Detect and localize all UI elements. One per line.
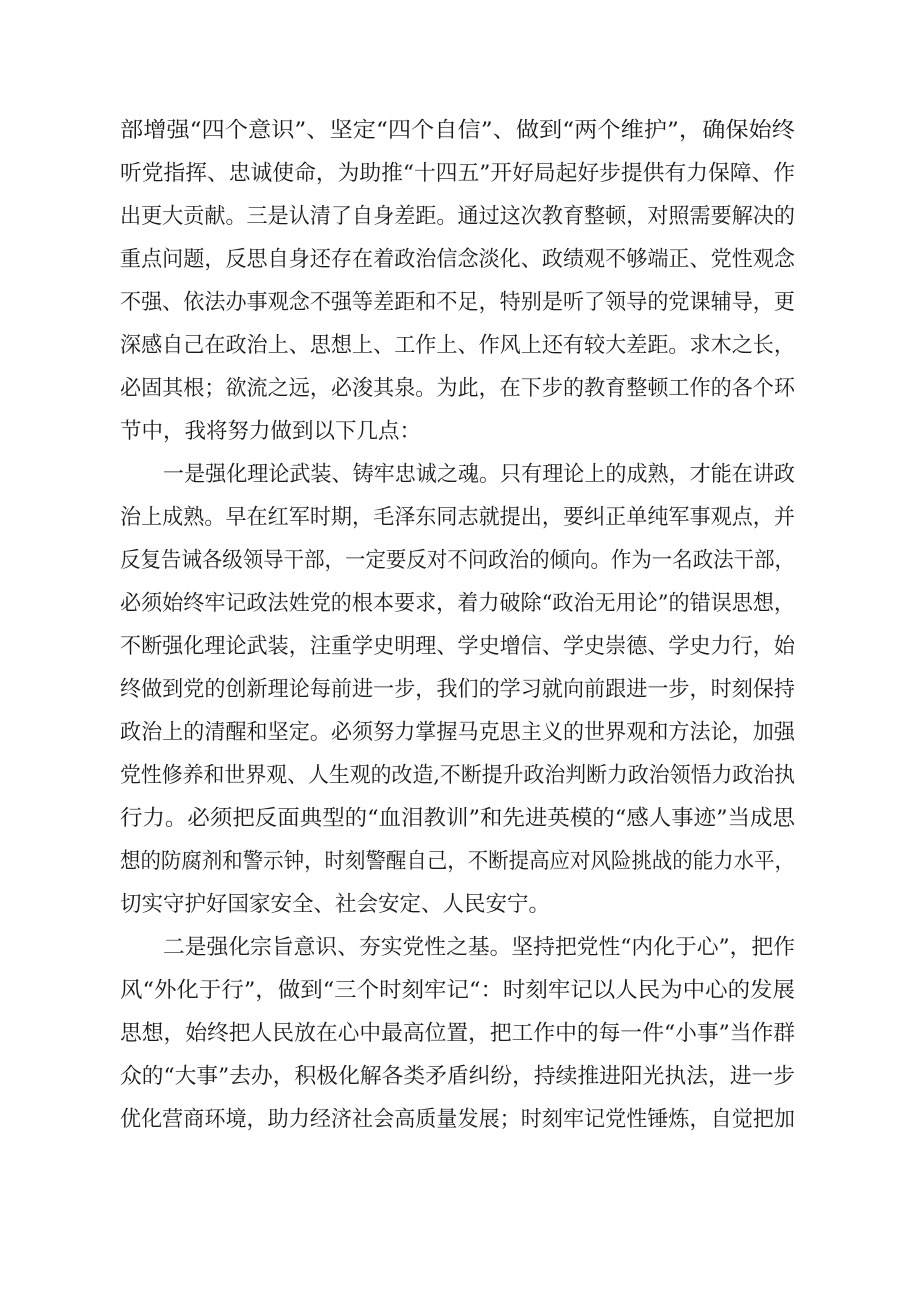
text-line bbox=[0, 756, 920, 796]
text-line bbox=[0, 412, 920, 452]
text-line bbox=[0, 455, 920, 495]
text-line bbox=[0, 1014, 920, 1054]
text-line bbox=[0, 154, 920, 194]
line-text: 行力。必须把反面典型的“血泪教训”和先进英模的“感人事迹”当成思 bbox=[120, 806, 795, 831]
line-text: 优化营商环境，助力经济社会高质量发展；时刻牢记党性锤炼，自觉把加 bbox=[120, 1107, 795, 1132]
text-line bbox=[0, 928, 920, 968]
line-text: 出更大贡献。三是认清了自身差距。通过这次教育整顿，对照需要解决的 bbox=[120, 204, 795, 229]
line-text: 不断强化理论武装，注重学史明理、学史增信、学史崇德、学史力行，始 bbox=[120, 634, 795, 659]
line-text: 切实守护好国家安全、社会安定、人民安宁。 bbox=[120, 892, 551, 917]
line-text: 不强、依法办事观念不强等差距和不足，特别是听了领导的党课辅导，更 bbox=[120, 290, 795, 315]
line-text: 想的防腐剂和警示钟，时刻警醒自己，不断提高应对风险挑战的能力水平， bbox=[120, 849, 795, 874]
text-line bbox=[0, 713, 920, 753]
line-text: 终做到党的创新理论每前进一步，我们的学习就向前跟进一步，时刻保持 bbox=[120, 677, 795, 702]
line-text: 重点问题，反思自身还存在着政治信念淡化、政绩观不够端正、党性观念 bbox=[120, 247, 795, 272]
text-line bbox=[0, 971, 920, 1011]
text-line bbox=[0, 498, 920, 538]
line-text: 部增强“四个意识”、坚定“四个自信”、做到“两个维护”，确保始终 bbox=[120, 118, 795, 143]
line-text: 政治上的清醒和坚定。必须努力掌握马克思主义的世界观和方法论，加强 bbox=[120, 720, 795, 745]
line-text: 深感自己在政治上、思想上、工作上、作风上还有较大差距。求木之长， bbox=[120, 333, 795, 358]
text-line bbox=[0, 326, 920, 366]
text-line bbox=[0, 842, 920, 882]
text-line bbox=[0, 111, 920, 151]
text-line bbox=[0, 627, 920, 667]
line-text: 反复告诫各级领导干部，一定要反对不问政治的倾向。作为一名政法干部， bbox=[120, 548, 795, 573]
line-text: 必须始终牢记政法姓党的根本要求，着力破除“政治无用论”的错误思想， bbox=[120, 591, 795, 616]
line-text: 听党指挥、忠诚使命，为助推“十四五”开好局起好步提供有力保障、作 bbox=[120, 161, 795, 186]
text-line bbox=[0, 670, 920, 710]
line-text: 风“外化于行”，做到“三个时刻牢记“：时刻牢记以人民为中心的发展 bbox=[120, 978, 795, 1003]
text-line bbox=[0, 283, 920, 323]
text-line bbox=[0, 197, 920, 237]
text-line bbox=[0, 240, 920, 280]
line-text: 众的“大事”去办，积极化解各类矛盾纠纷，持续推进阳光执法，进一步 bbox=[120, 1064, 795, 1089]
text-line bbox=[0, 799, 920, 839]
line-text: 必固其根；欲流之远，必浚其泉。为此，在下步的教育整顿工作的各个环 bbox=[120, 376, 795, 401]
line-text: 治上成熟。早在红军时期，毛泽东同志就提出，要纠正单纯军事观点，并 bbox=[120, 505, 795, 530]
text-line bbox=[0, 584, 920, 624]
text-line bbox=[0, 1100, 920, 1140]
line-text: 节中，我将努力做到以下几点： bbox=[120, 419, 422, 444]
line-text: 思想，始终把人民放在心中最高位置，把工作中的每一件“小事”当作群 bbox=[120, 1021, 795, 1046]
text-line bbox=[0, 885, 920, 925]
text-line bbox=[0, 369, 920, 409]
line-text: 一是强化理论武装、铸牢忠诚之魂。只有理论上的成熟，才能在讲政 bbox=[163, 462, 795, 487]
line-text: 二是强化宗旨意识、夯实党性之基。坚持把党性“内化于心”，把作 bbox=[163, 935, 795, 960]
line-text: 党性修养和世界观、人生观的改造,不断提升政治判断力政治领悟力政治执 bbox=[120, 763, 795, 788]
text-line bbox=[0, 1057, 920, 1097]
text-line bbox=[0, 541, 920, 581]
